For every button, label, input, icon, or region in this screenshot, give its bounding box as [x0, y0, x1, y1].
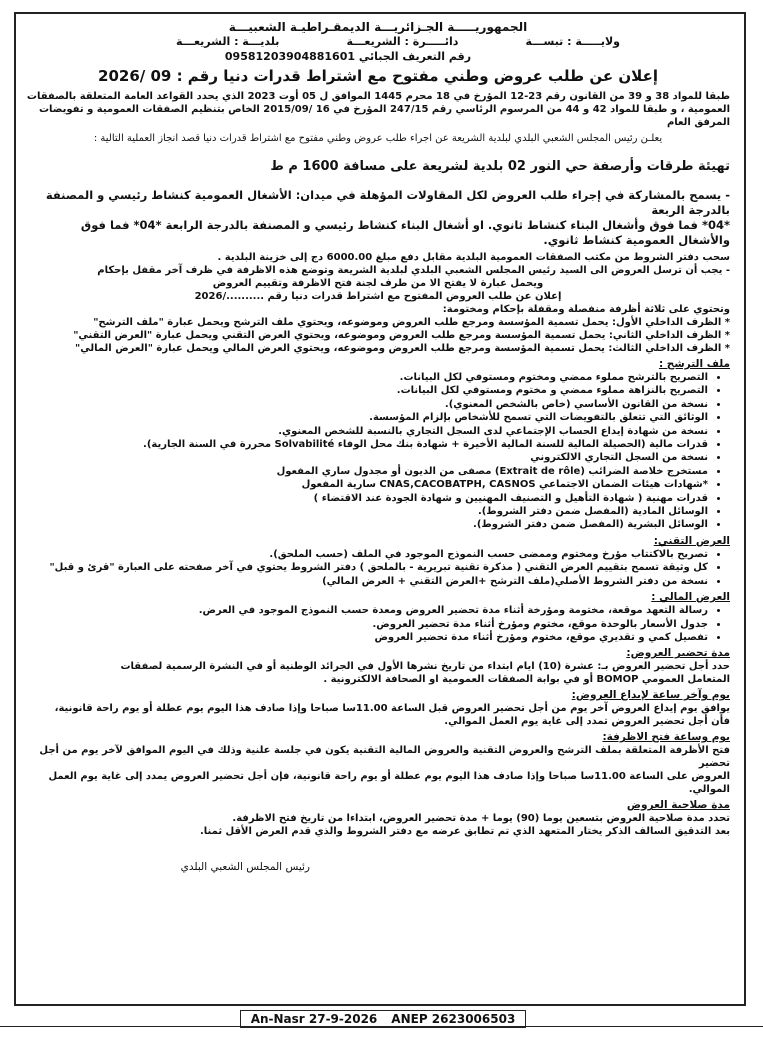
opening-line-1: فتح الأظرفة المتعلقة بملف الترشح والعروض التقنية والعروض المالية التقنية يكون في جلسة علنية وذلك في اليوم الموافق لآخر يوم من أجل تحضير: [39, 745, 730, 770]
deposit-line-1: يوافق يوم إيداع العروض آخر يوم من أجل تحضير العروض قبل الساعة 11.00سا صباحا وإذا صادف هذا اليوم يوم عطلة أو يوم راحة قانونية،: [54, 703, 730, 715]
list-item: • الوسائل البشرية (المفصل ضمن دفتر الشروط).: [26, 518, 708, 531]
duration-line-1: حدد أجل تحضير العروض بـ: عشرة (10) ايام ابتداء من تاريخ نشرها الأول في الجرائد الوطنية أو في النشرة الرسمية لصفقات: [120, 661, 730, 673]
list-item: • التصريح بالترشح مملوء ممضي ومختوم ومستوفي لكل البيانات.: [26, 371, 708, 384]
eligibility-line-1: - يسمح بالمشاركة في إجراء طلب العروض لكل المقاولات المؤهلة في ميدان: الأشغال العمومية كنشاط رئيسي و المصنفة بالدرجة الربعة: [45, 188, 730, 217]
signature-label: رئيس المجلس الشعبي البلدي: [180, 861, 310, 874]
location-row: [26, 35, 730, 49]
validity-heading: مدة صلاحية العروض: [626, 799, 730, 812]
announcer-text: يعلـن رئيس المجلس الشعبي البلدي لبلدية الشريعة عن اجراء طلب عروض وطني مفتوح مع اشتراط قدرات دنيا قصد انجاز العملية التالية :: [93, 133, 663, 144]
envelope-1: * الظرف الداخلي الأول: يحمل تسمية المؤسسة ومرجع طلب العروض وموضوعه، ويحتوي ملف الترشح ويحمل عبارة "ملف الترشح": [93, 317, 730, 328]
bottom-rule: [0, 1026, 763, 1027]
withdrawal-line-1: سحب دفتر الشروط من مكتب الصفقات العمومية البلدية مقابل دفع مبلغ 6000.00 دج إلى خزينة البلدية .: [217, 252, 730, 263]
legal-basis: طبقا للمواد 38 و 39 من القانون رقم 23-12 المؤرخ في 18 محرم 1445 الموافق ل 05 أوت 2023 الذي يحدد القواعد العامة المتعلقة بالصفقات العمومية ، و طبقا للمواد 42 و 44 من المرسوم الرئاسي رقم 247/15 المؤرخ في 16 /2015/09 الخاص بتنظيم الصفقات العمومية و تفويضات المرفق العام: [26, 91, 730, 128]
anep-number: ANEP 2623006503: [391, 1012, 516, 1026]
list-item: • مستخرج خلاصة الضرائب (Extrait de rôle) مصفى من الديون أو مجدول ساري المفعول: [26, 465, 708, 478]
daira-label: دائـــــرة : الشريعـــة: [346, 35, 459, 48]
list-item: • تصريح بالاكتتاب مؤرخ ومختوم وممضى حسب النموذج الموجود في الملف (حسب الملحق).: [26, 548, 708, 561]
financial-heading: العرض المالي :: [651, 591, 730, 604]
financial-list: [26, 604, 730, 644]
opening-line-2: العروض على الساعة 11.00سا صباحا وإذا صادف هذا اليوم يوم عطلة أو يوم راحة قانونية، فإن أجل تحضير العروض يمدد إلى غاية يوم العمل: [48, 771, 730, 783]
envelopes-intro: وتحتوي على ثلاثة أظرفة منفصلة ومقفلة بإحكام ومختومة:: [442, 304, 730, 315]
list-item: • نسخة من دفتر الشروط الأصلي(ملف الترشح +العرض التقني + العرض المالي): [26, 575, 708, 588]
wilaya-label: ولايـــــة : تبســـة: [525, 35, 620, 48]
deposit-line-2: فأن أجل تحضير العروض تمدد إلى غاية يوم العمل الموالي.: [444, 716, 730, 728]
envelope-2: * الظرف الداخلي الثاني: يحمل تسمية المؤسسة ومرجع طلب العروض وموضوعه، ويحتوي العرض التقني ويحمل عبارة "العرض التقني": [73, 330, 730, 341]
project-title: تهيئة طرقات وأرصفة حي النور 02 بلدية لشريعة على مسافة 1600 م ط: [270, 159, 730, 174]
envelope-3: * الظرف الداخلي الثالث: يحمل تسمية المؤسسة ومرجع طلب العروض وموضوعه، ويحتوي العرض المالي ويحمل عبارة "العرض المالي": [75, 343, 730, 354]
newspaper-date: An-Nasr 27-9-2026: [250, 1012, 378, 1026]
candidacy-heading: ملف الترشح :: [658, 358, 730, 370]
republic-header: الجمهوريـــــة الجـزائريـــة الديمقـراطيـة الشعبيـــة: [228, 20, 528, 34]
announcement-title: إعلان عن طلب عروض وطني مفتوح مع اشتراط قدرات دنيا رقم : 09 /2026: [98, 67, 658, 85]
technical-list: [26, 548, 730, 588]
list-item: • قدرات مهنية ( شهادة التأهيل و التصنيف المهنيين و شهادة الجودة عند الاقتضاء ): [26, 492, 708, 505]
list-item: • رسالة التعهد موقعة، مختومة ومؤرخة أثناء مدة تحضير العروض ومعدة حسب النموذج الموجود في العرض.: [26, 604, 708, 617]
technical-heading: العرض التقني:: [653, 534, 730, 547]
eligibility-line-2: *04* فما فوق وأشغال البناء كنشاط ثانوي. او أشغال البناء كنشاط رئيسي و المصنفة بالدرجة الرابعة *04* فما فوق والأشغال العمومية كنشاط ثانوي.: [80, 218, 730, 247]
list-item: • نسخة من القانون الأساسي (خاص بالشخص المعنوي).: [26, 398, 708, 411]
list-item: • التصريح بالنزاهة مملوء ممضي و مختوم ومستوفي لكل البيانات.: [26, 384, 708, 397]
validity-line-2: بعد التدقيق السالف الذكر يختار المتعهد الذي تم تطابق عرضه مع دفتر الشروط والذي قدم العرض الأقل ثمنا.: [199, 826, 730, 838]
withdrawal-line-4: إعلان عن طلب العروض المفتوح مع اشتراط قدرات دنيا رقم ........../2026: [194, 291, 562, 302]
list-item: • *شهادات هيئات الضمان الاجتماعي CNAS,CACOBATPH, CASNOS سارية المفعول: [26, 478, 708, 491]
list-item: • جدول الأسعار بالوحدة موقع، مختوم ومؤرخ أثناء مدة تحضير العروض.: [26, 618, 708, 631]
tax-id: رقم التعريف الجبائي 09581203904881601: [224, 50, 472, 63]
opening-heading: يوم وساعة فتح الاظرفة:: [602, 731, 730, 744]
validity-line-1: تحدد مدة صلاحية العروض بتسعين يوما (90) يوما + مدة تحضير العروض، ابتداءا من تاريخ فتح الاظرفة.: [232, 813, 730, 825]
list-item: • الوسائل المادية (المفصل ضمن دفتر الشروط).: [26, 505, 708, 518]
list-item: • كل وثيقة تسمح بتقييم العرض التقني ( مذكرة تقنية تبريرية - بالملحق ) دفتر الشروط يحتوي في آخر صفحته على العبارة "قرئ و قبل": [26, 561, 708, 574]
list-item: • نسخة من شهادة إيداع الحساب الإجتماعي لدى السجل التجاري بالنسبة للشخص المعنوي.: [26, 425, 708, 438]
withdrawal-line-2: - يجب أن ترسل العروض الى السيد رئيس المجلس الشعبي البلدي لبلدية الشريعة وتوضع هذه الاظرفة في ظرف آخر مقفل بإحكام: [97, 265, 730, 276]
candidacy-list: [26, 371, 730, 532]
commune-label: بلديـــة : الشريعـــة: [176, 35, 280, 48]
deposit-heading: يوم وآخر ساعة لإيداع العروض:: [571, 689, 730, 702]
list-item: • نسخة من السجل التجاري الالكتروني: [26, 451, 708, 464]
list-item: • قدرات مالية (الحصيلة المالية للسنة المالية الأخيرة + شهادة بنك محل الوفاء Solvabilité محررة في السنة الجارية).: [26, 438, 708, 451]
announcement-frame: [14, 12, 746, 1006]
duration-heading: مدة تحضير العروض:: [626, 647, 730, 660]
duration-line-2: المتعامل العمومي BOMOP أو في بوابة الصفقات العمومية او الصحافة الالكترونية .: [323, 674, 730, 686]
opening-line-3: الموالي.: [688, 784, 730, 796]
withdrawal-line-3: ويحمل عبارة لا يفتح الا من طرف لجنة فتح الاظرفة وتقييم العروض: [212, 278, 544, 289]
list-item: • الوثائق التي تتعلق بالتفويضات التي تسمح للأشخاص بإلزام المؤسسة.: [26, 411, 708, 424]
list-item: • تفصيل كمي و تقديري موقع، مختوم ومؤرخ أثناء مدة تحضير العروض: [26, 631, 708, 644]
